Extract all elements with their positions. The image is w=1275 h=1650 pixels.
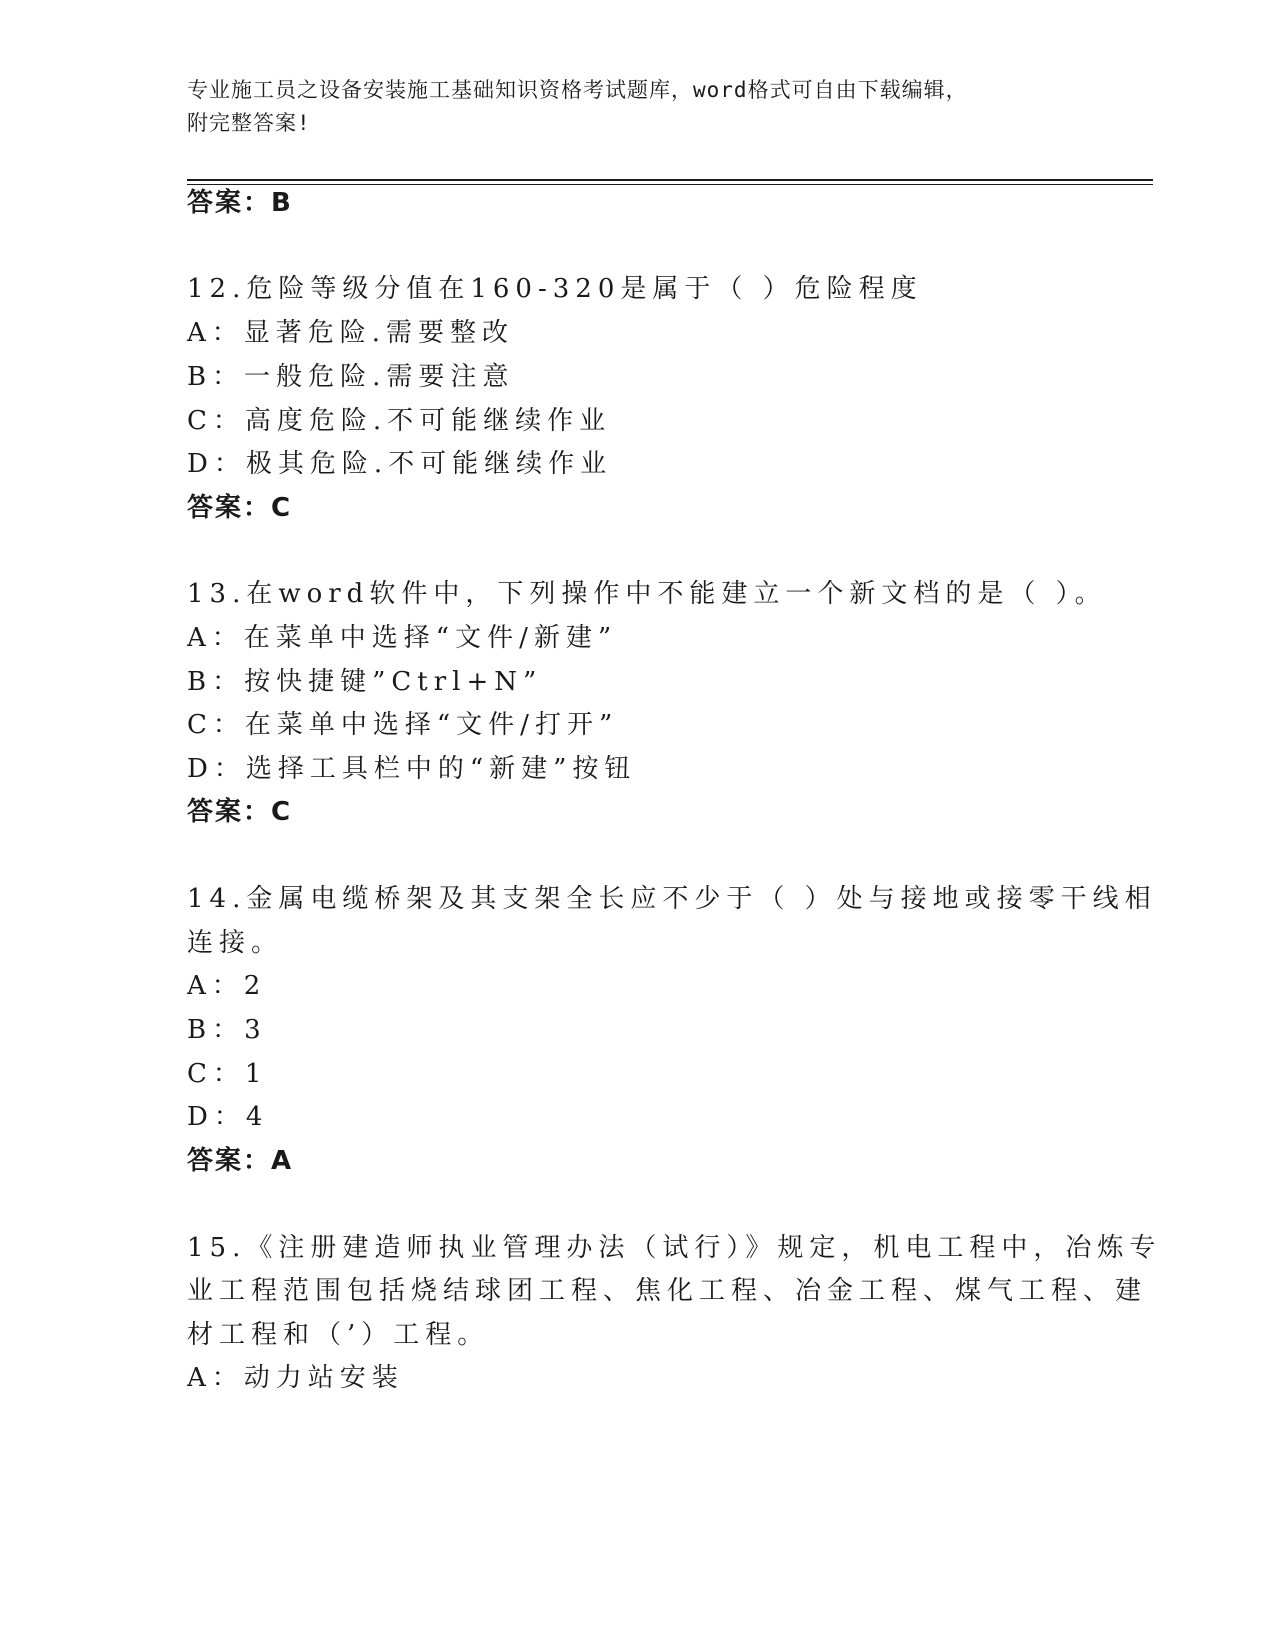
header-line-2: 附完整答案! bbox=[187, 111, 311, 135]
answer-14: 答案：A bbox=[187, 1146, 294, 1176]
header-line-1: 专业施工员之设备安装施工基础知识资格考试题库，word格式可自由下载编辑， bbox=[187, 78, 968, 102]
option-14-a: A：2 bbox=[187, 971, 267, 1001]
option-12-a: A：显著危险.需要整改 bbox=[187, 318, 515, 348]
question-15-line-3: 材工程和（’）工程。 bbox=[187, 1320, 490, 1350]
option-13-c: C：在菜单中选择“文件/打开” bbox=[187, 710, 619, 740]
option-14-d: D：4 bbox=[187, 1102, 269, 1132]
option-13-a: A：在菜单中选择“文件/新建” bbox=[187, 623, 618, 653]
question-12: 12.危险等级分值在160-320是属于（ ）危险程度 bbox=[187, 274, 923, 304]
question-14-line-1: 14.金属电缆桥架及其支架全长应不少于（ ）处与接地或接零干线相 bbox=[187, 884, 1157, 914]
option-15-a: A：动力站安装 bbox=[187, 1363, 404, 1393]
option-13-b: B：按快捷键”Ctrl+N” bbox=[187, 667, 543, 697]
header-rule-thick bbox=[187, 179, 1153, 181]
option-12-d: D：极其危险.不可能继续作业 bbox=[187, 449, 613, 479]
option-14-c: C：1 bbox=[187, 1059, 268, 1089]
question-13: 13.在word软件中，下列操作中不能建立一个新文档的是（ ）。 bbox=[187, 579, 1107, 609]
question-15-line-1: 15.《注册建造师执业管理办法（试行）》规定，机电工程中，冶炼专 bbox=[187, 1233, 1162, 1263]
question-15-line-2: 业工程范围包括烧结球团工程、焦化工程、冶金工程、煤气工程、建 bbox=[187, 1276, 1148, 1306]
option-14-b: B：3 bbox=[187, 1015, 267, 1045]
header-rule-thin bbox=[187, 184, 1153, 185]
option-12-c: C：高度危险.不可能继续作业 bbox=[187, 406, 612, 436]
answer-13: 答案：C bbox=[187, 797, 293, 827]
option-13-d: D：选择工具栏中的“新建”按钮 bbox=[187, 754, 637, 784]
option-12-b: B：一般危险.需要注意 bbox=[187, 362, 515, 392]
document-header bbox=[187, 74, 1067, 140]
question-14-line-2: 连接。 bbox=[187, 928, 284, 958]
answer-11: 答案：B bbox=[187, 188, 293, 218]
answer-12: 答案：C bbox=[187, 493, 293, 523]
